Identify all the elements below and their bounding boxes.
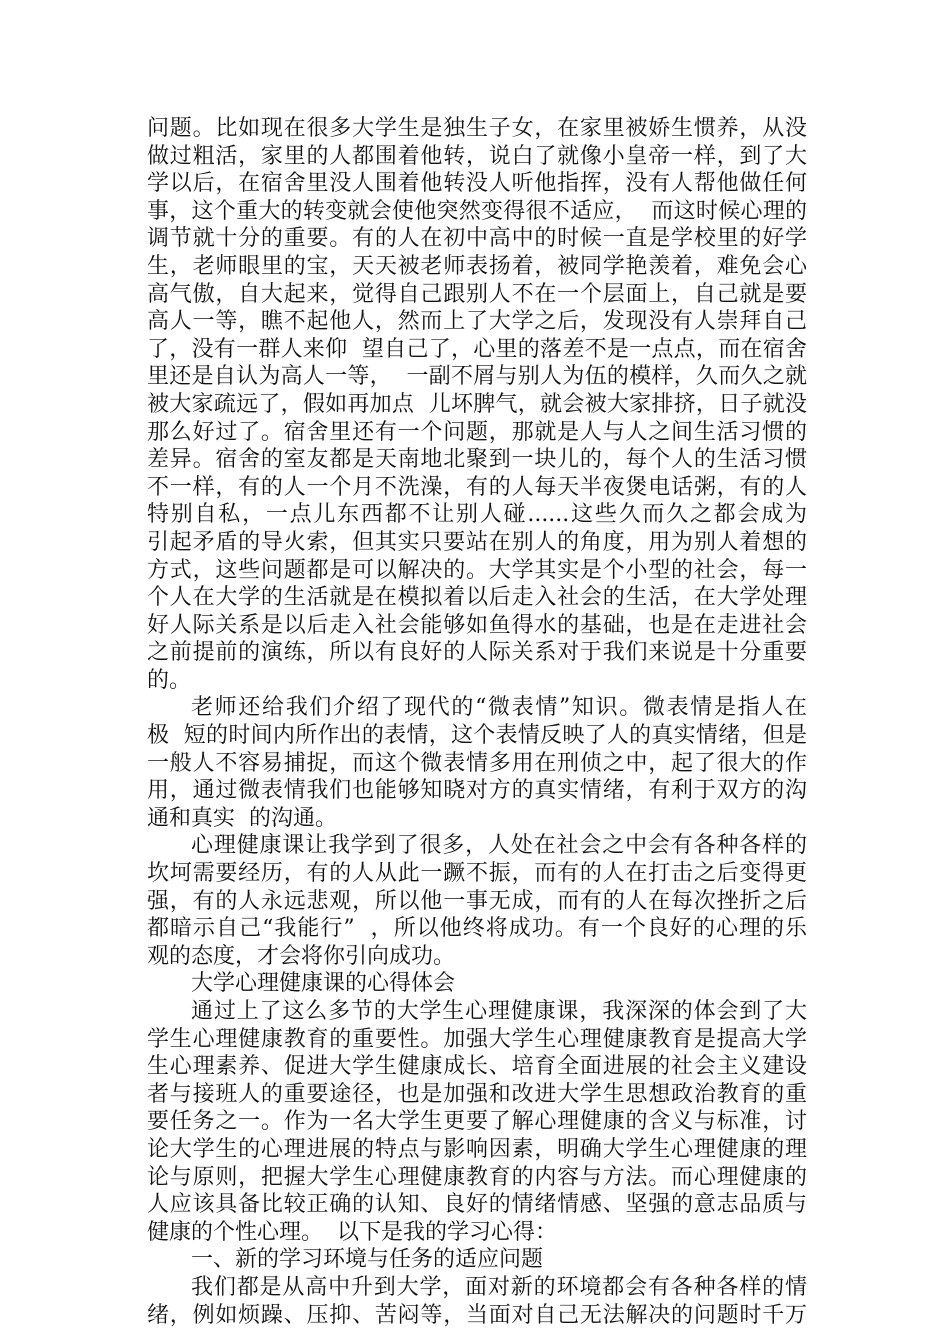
paragraph-2 <box>147 694 807 832</box>
text-line: 强，有的人永远悲观，所以他一事无成，而有的人在每次挫折之后 <box>147 888 807 914</box>
text-line: 不一样，有的人一个月不洗澡，有的人每天半夜煲电话粥，有的人 <box>147 474 807 500</box>
text-line: 生心理素养、促进大学生健康成长、培育全面进展的社会主义建设 <box>147 1054 807 1080</box>
text-line: 了，没有一群人来仰 望自己了，心里的落差不是一点点，而在宿舍 <box>147 336 807 362</box>
text-line: 都暗示自己“我能行” ，所以他终将成功。有一个良好的心理的乐 <box>147 916 807 942</box>
text-line: 极 短的时间内所作出的表情，这个表情反映了人的真实情绪，但是 <box>147 723 807 749</box>
paragraph-5 <box>147 1274 807 1329</box>
text-line: 好人际关系是以后走入社会能够如鱼得水的基础，也是在走进社会 <box>147 612 807 638</box>
text-line: 坎坷需要经历，有的人从此一蹶不振，而有的人在打击之后变得更 <box>147 861 807 887</box>
text-line: 被大家疏远了，假如再加点 儿坏脾气，就会被大家排挤，日子就没 <box>147 391 807 417</box>
paragraph-3 <box>147 832 807 970</box>
text-line: 生，老师眼里的宝，天天被老师表扬着，被同学艳羡着，难免会心 <box>147 253 807 279</box>
text-line: 用，通过微表情我们也能够知晓对方的真实情绪，有利于双方的沟 <box>147 778 807 804</box>
text-line: 高人一等，瞧不起他人，然而上了大学之后，发现没有人崇拜自己 <box>147 309 807 335</box>
text-line: 健康的个性心理。 以下是我的学习心得： <box>147 1219 557 1245</box>
text-line: 学以后，在宿舍里没人围着他转没人听他指挥，没有人帮他做任何 <box>147 171 807 197</box>
text-line: 观的态度，才会将你引向成功。 <box>147 943 456 969</box>
text-line: 高气傲，自大起来，觉得自己跟别人不在一个层面上，自己就是要 <box>147 281 807 307</box>
text-line: 论大学生的心理进展的特点与影响因素，明确大学生心理健康的理 <box>147 1136 807 1162</box>
text-line: 差异。宿舍的室友都是天南地北聚到一块儿的，每个人的生活习惯 <box>147 447 807 473</box>
text-line: 个人在大学的生活就是在模拟着以后走入社会的生活，在大学处理 <box>147 585 807 611</box>
text-line: 我们都是从高中升到大学，面对新的环境都会有各种各样的情 <box>191 1274 807 1300</box>
section-heading-text: 大学心理健康课的心得体会 <box>191 971 456 997</box>
paragraph-1 <box>147 115 807 694</box>
text-line: 做过粗活，家里的人都围着他转，说白了就像小皇帝一样，到了大 <box>147 143 807 169</box>
text-line: 一般人不容易捕捉，而这个微表情多用在刑侦之中，起了很大的作 <box>147 750 807 776</box>
text-line: 论与原则，把握大学生心理健康教育的内容与方法。而心理健康的 <box>147 1164 807 1190</box>
text-line: 里还是自认为高人一等， 一副不屑与别人为伍的模样，久而久之就 <box>147 364 807 390</box>
text-line: 调节就十分的重要。有的人在初中高中的时候一直是学校里的好学 <box>147 226 807 252</box>
document-body <box>147 115 807 1329</box>
text-line: 特别自私，一点儿东西都不让别人碰......这些久而久之都会成为 <box>147 502 807 528</box>
text-line: 问题。比如现在很多大学生是独生子女，在家里被娇生惯养，从没 <box>147 116 807 141</box>
text-line: 者与接班人的重要途径，也是加强和改进大学生思想政治教育的重 <box>147 1081 807 1107</box>
text-line: 通和真实 的沟通。 <box>147 805 337 831</box>
paragraph-4 <box>147 998 807 1246</box>
text-line: 引起矛盾的导火索，但其实只要站在别人的角度，用为别人着想的 <box>147 529 807 555</box>
text-line: 通过上了这么多节的大学生心理健康课，我深深的体会到了大 <box>191 999 807 1024</box>
text-line: 的。 <box>147 667 192 693</box>
text-line: 方式，这些问题都是可以解决的。大学其实是个小型的社会，每一 <box>147 557 807 583</box>
text-line: 那么好过了。宿舍里还有一个问题，那就是人与人之间生活习惯的 <box>147 419 807 445</box>
text-line: 要任务之一。作为一名大学生更要了解心理健康的含义与标准，讨 <box>147 1109 807 1135</box>
section-heading-text: 一、新的学习环境与任务的适应问题 <box>191 1247 544 1273</box>
text-line: 老师还给我们介绍了现代的“微表情”知识。微表情是指人在 <box>191 695 807 721</box>
text-line: 之前提前的演练，所以有良好的人际关系对于我们来说是十分重要 <box>147 640 807 666</box>
text-line: 人应该具备比较正确的认知、良好的情绪情感、坚强的意志品质与 <box>147 1192 807 1218</box>
text-line: 心理健康课让我学到了很多，人处在社会之中会有各种各样的 <box>191 833 807 859</box>
section-heading <box>147 1246 807 1274</box>
text-line: 绪，例如烦躁、压抑、苦闷等，当面对自己无法解决的问题时千万 <box>147 1302 807 1328</box>
text-line: 学生心理健康教育的重要性。加强大学生心理健康教育是提高大学 <box>147 1026 807 1052</box>
section-heading <box>147 970 807 998</box>
text-line: 事，这个重大的转变就会使他突然变得很不适应， 而这时候心理的 <box>147 198 807 224</box>
